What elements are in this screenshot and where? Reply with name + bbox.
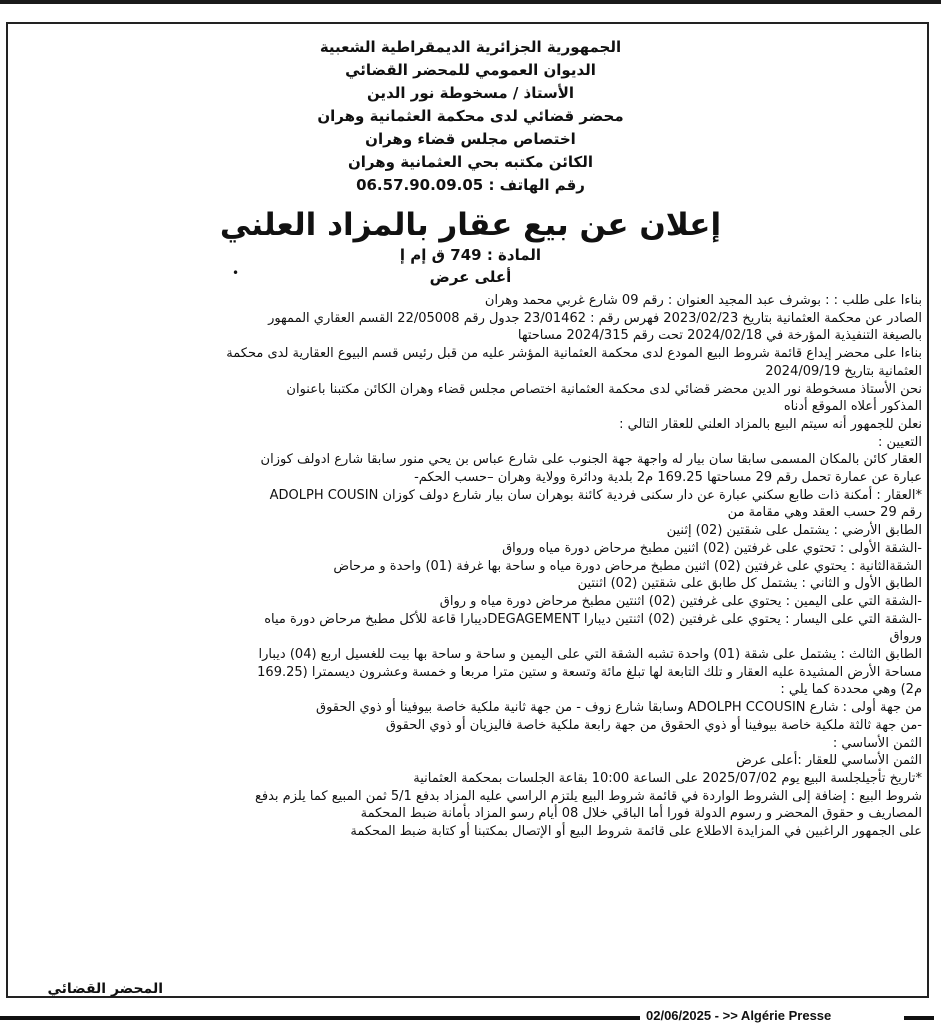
body-line: م2) وهي محددة كما يلي :	[780, 682, 922, 698]
body-line: رقم 29 حسب العقد وهي مقامة من	[727, 505, 922, 521]
body-line: بالصيغة التنفيذية المؤرخة في 2024/02/18 تحت رقم 2024/315 مساحتها	[517, 328, 922, 344]
body-line: -الشقة التي على اليمين : يحتوي على غرفتين (02) اثنتين مطبخ مرحاض دورة مياه و رواق	[439, 593, 922, 609]
body-line: الطابق الأول و الثاني : يشتمل كل طابق على شقتين (02) اثنتين	[577, 576, 922, 592]
header-bailiff-name: الأستاذ / مسخوطة نور الدين	[366, 84, 575, 102]
body-line: الشقةالثانية : يحتوي على غرفتين (02) اثنين مطبخ مرحاض دورة مياه و ساحة بها غرفة (01) واحدة و مرحاض	[333, 558, 922, 574]
article-reference: المادة : 749 ق إم إ	[399, 246, 542, 264]
body-line: بناءا على طلب : : بوشرف عبد المجيد العنوان : رقم 09 شارع غربي محمد وهران	[484, 293, 922, 308]
announcement-body	[18, 292, 922, 841]
body-line: من جهة أولى : شارع ADOLPH CCOUSIN وسابقا شارع زوف - من جهة ثانية ملكية خاصة بيوفينا أو ذوي الحقوق	[316, 700, 922, 716]
body-line: عبارة عن عمارة تحمل رقم 29 مساحتها 169.25 م2 بلدية ودائرة وولاية وهران –حسب الحكم-	[414, 470, 922, 486]
body-line: المصاريف و حقوق المحضر و رسوم الدولة فورا أما الباقي خلال 08 أيام رسو المزاد بأمانة ضبط المحكمة	[360, 806, 922, 822]
body-line: *تاريخ تأجيلجلسة البيع يوم 2025/07/02 على الساعة 10:00 بقاعة الجلسات بمحكمة العثمانية	[413, 770, 922, 786]
body-line: الطابق الثالث : يشتمل على شقة (01) واحدة تشبه الشقة التي على اليمين و ساحة و ساحة بها بيت للغسيل اربع (04) ديبارا	[258, 647, 922, 663]
letterhead	[0, 36, 941, 197]
body-line: على الجمهور الراغبين في المزايدة الاطلاع على قائمة شروط البيع أو الإتصال بمكتبنا أو كتابة ضبط المحكمة	[350, 824, 922, 840]
signature-label: المحضر القضائي	[47, 981, 163, 997]
footer	[0, 1004, 941, 1026]
footer-credit: 02/06/2025 - >> Algérie Presse	[646, 1008, 832, 1023]
body-line: نحن الأستاذ مسخوطة نور الدين محضر قضائي لدى محكمة العثمانية اختصاص مجلس قضاء وهران الكائن مكتبنا باعنوان	[286, 381, 922, 397]
body-line: -الشقة الأولى : تحتوي على غرفتين (02) اثنين مطبخ مرحاض دورة مياه ورواق	[502, 540, 922, 556]
body-line: العثمانية بتاريخ 2024/09/19	[765, 363, 922, 379]
body-line: *العقار : أمكنة ذات طابع سكني عبارة عن دار سكنى فردية كائنة بوهران سان بيار شارع دولف كوزان ADOLPH COUSIN	[269, 487, 922, 503]
body-line: الصادر عن محكمة العثمانية بتاريخ 2023/02/23 فهرس رقم : 23/01462 جدول رقم 22/05008 القسم العقاري الممهور	[268, 310, 922, 326]
announcement-title: إعلان عن بيع عقار بالمزاد العلني	[219, 207, 722, 243]
body-line: الثمن الأساسي :	[832, 735, 922, 751]
header-jurisdiction: اختصاص مجلس قضاء وهران	[365, 130, 576, 148]
header-court: محضر قضائي لدى محكمة العثمانية وهران	[317, 107, 624, 125]
body-line: المذكور أعلاه الموقع أدناه	[783, 399, 922, 415]
body-line: التعيين :	[877, 434, 922, 450]
header-office: الديوان العمومي للمحضر القضائي	[345, 61, 596, 79]
body-line: شروط البيع : إضافة إلى الشروط الواردة في قائمة شروط البيع يلتزم الراسي عليه المزاد بدفع 5/1 ثمن المبيع كما يلزم بدفع	[254, 788, 922, 804]
body-line: -الشقة التي على اليسار : يحتوي على غرفتين (02) اثنتين ديبارا DEGAGEMENTديبارا قاعة للأكل مطبخ مرحاض دورة مياه	[264, 611, 922, 627]
footer-rule-right	[904, 1016, 934, 1020]
header-country: الجمهورية الجزائرية الديمقراطية الشعبية	[319, 38, 622, 56]
body-line: العقار كائن بالمكان المسمى سابقا سان بيار له واجهة جهة الجنوب على شارع عباس بن يحي منور سابقا شارع ادولف كوزان	[260, 452, 922, 468]
body-line: -من جهة ثالثة ملكية خاصة بيوفينا أو ذوي الحقوق من جهة رابعة ملكية خاصة فاليزيان أو ذوي الحقوق	[385, 717, 922, 733]
body-line: مساحة الأرض المشيدة عليه العقار و تلك التابعة لها تبلغ مائة وتسعة و ستين مترا مربعا و خمسة وعشرون ديسمترا (169.25	[257, 664, 922, 680]
body-line: بناءا على محضر إيداع قائمة شروط البيع المودع لدى محكمة العثمانية المؤشر عليه من قبل رئيس قسم البيوع العقارية لدى محكمة	[226, 346, 922, 362]
bullet-mark: •	[232, 266, 240, 280]
body-line: الطابق الأرضي : يشتمل على شقتين (02) إثنين	[666, 523, 922, 539]
body-line: نعلن للجمهور أنه سيتم البيع بالمزاد العلني للعقار التالي :	[619, 416, 922, 432]
header-address: الكائن مكتبه بحي العثمانية وهران	[347, 153, 594, 171]
top-rule	[0, 0, 941, 4]
footer-rule-left	[0, 1016, 640, 1020]
highest-offer-label: أعلى عرض	[429, 268, 512, 286]
body-line: الثمن الأساسي للعقار :أعلى عرض	[736, 753, 922, 769]
body-line: ورواق	[889, 629, 922, 645]
header-phone: رقم الهاتف : 06.57.90.09.05	[356, 176, 585, 194]
